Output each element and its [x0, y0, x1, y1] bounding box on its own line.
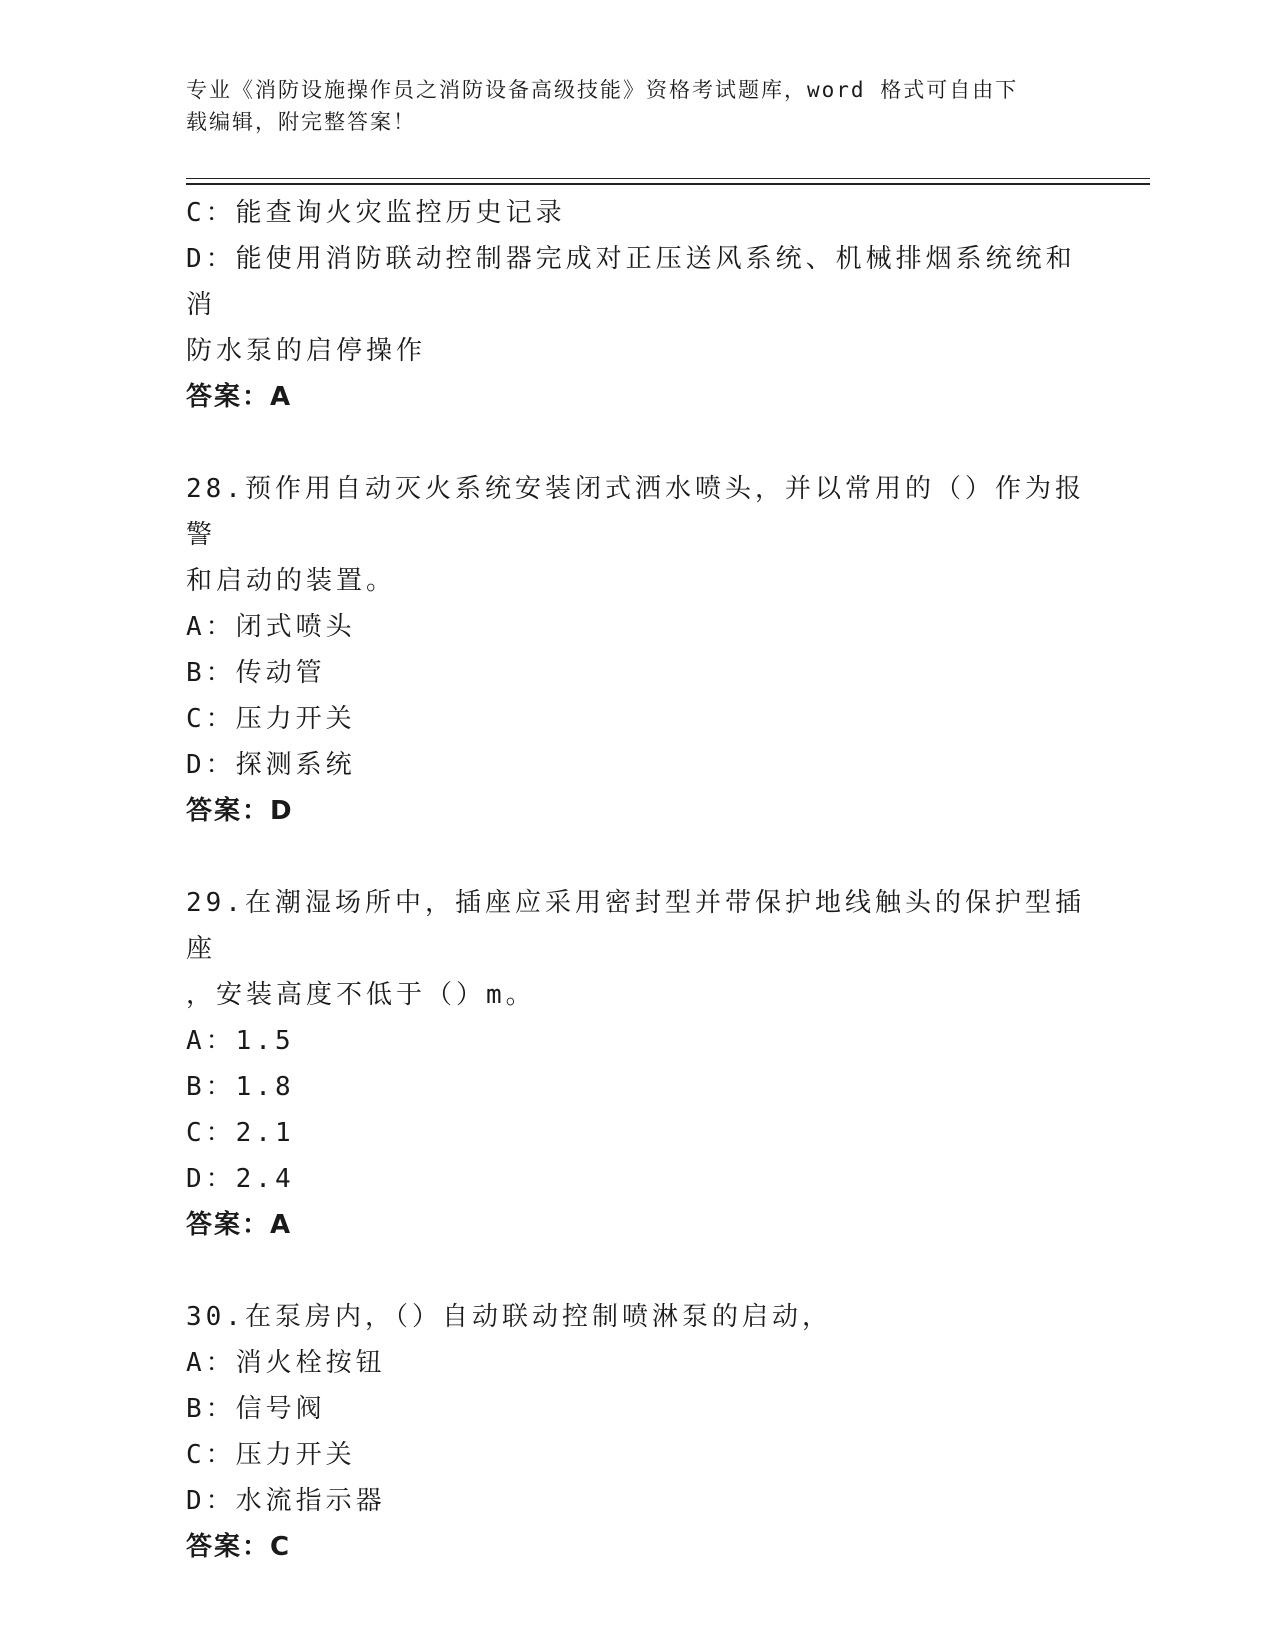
question-30 [186, 1294, 1086, 1570]
answer: 答案：A [186, 1210, 293, 1240]
option-a: A：闭式喷头 [186, 612, 356, 642]
option-c: C：能查询火灾监控历史记录 [186, 198, 566, 228]
question-29 [186, 880, 1086, 1248]
header-divider-thin [186, 178, 1150, 179]
question-stem-continued: 和启动的装置。 [186, 566, 397, 596]
question-list [186, 190, 1086, 1570]
spacer [186, 834, 1086, 880]
option-b: B：信号阀 [186, 1394, 326, 1424]
option-d: D：能使用消防联动控制器完成对正压送风系统、机械排烟系统统和消 [186, 244, 1076, 320]
option-c: C：2.1 [186, 1118, 295, 1148]
option-d-continued: 防水泵的启停操作 [186, 336, 427, 366]
question-stem: 28.预作用自动灭火系统安装闭式洒水喷头，并以常用的（）作为报警 [186, 474, 1085, 550]
spacer [186, 1248, 1086, 1294]
question-stem-continued: ，安装高度不低于（）m。 [186, 980, 536, 1010]
header-line-2: 载编辑，附完整答案！ [186, 110, 416, 134]
answer: 答案：C [186, 1532, 292, 1562]
answer: 答案：A [186, 382, 293, 412]
option-d: D：水流指示器 [186, 1486, 386, 1516]
option-d: D：2.4 [186, 1164, 295, 1194]
option-b: B：1.8 [186, 1072, 295, 1102]
option-d: D：探测系统 [186, 750, 356, 780]
answer: 答案：D [186, 796, 294, 826]
question-28 [186, 466, 1086, 834]
document-header [186, 74, 1066, 138]
option-c: C：压力开关 [186, 1440, 356, 1470]
option-b: B：传动管 [186, 658, 326, 688]
question-27-continued [186, 190, 1086, 420]
option-a: A：消火栓按钮 [186, 1348, 386, 1378]
option-a: A：1.5 [186, 1026, 295, 1056]
option-c: C：压力开关 [186, 704, 356, 734]
header-divider-thick [186, 183, 1150, 185]
header-line-1: 专业《消防设施操作员之消防设备高级技能》资格考试题库，word 格式可自由下 [186, 78, 1019, 102]
spacer [186, 420, 1086, 466]
question-stem: 29.在潮湿场所中，插座应采用密封型并带保护地线触头的保护型插座 [186, 888, 1085, 964]
question-stem: 30.在泵房内，（）自动联动控制喷淋泵的启动， [186, 1302, 832, 1332]
